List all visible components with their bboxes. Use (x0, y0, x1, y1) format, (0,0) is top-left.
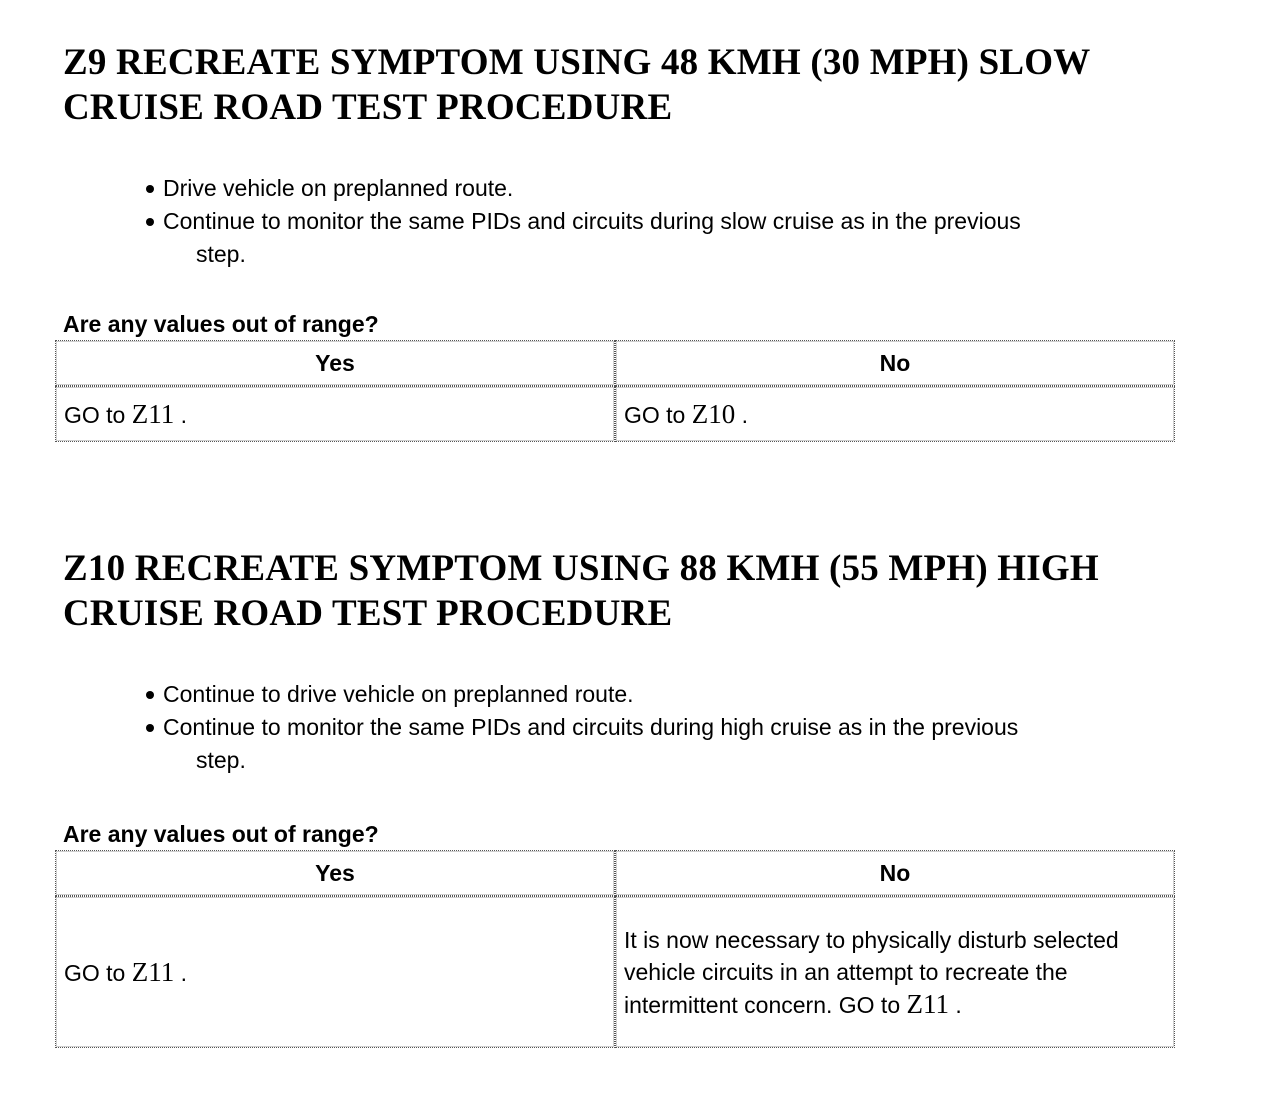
instruction-item (145, 678, 1205, 711)
instruction-item (145, 172, 1205, 205)
instruction-item (145, 711, 1205, 777)
yes-no-table (55, 850, 1175, 1048)
step-title-line-1: Z9 RECREATE SYMPTOM USING 48 KMH (30 MPH) SLOW (63, 42, 1091, 83)
step-title-line-2: CRUISE ROAD TEST PROCEDURE (63, 593, 673, 634)
step-z9 (63, 40, 1213, 429)
yes-header: Yes (55, 850, 615, 896)
no-cell (615, 386, 1175, 442)
no-step-link[interactable]: Z11 (906, 988, 950, 1019)
yes-no-table (55, 340, 1175, 442)
yes-cell (55, 896, 615, 1048)
yes-suffix: . (180, 401, 188, 428)
no-suffix: . (955, 991, 962, 1018)
table-row (55, 896, 1175, 1048)
no-suffix: . (741, 401, 749, 428)
question-label: Are any values out of range? (63, 311, 379, 337)
instruction-text-continued: step. (196, 241, 246, 267)
instruction-item (145, 205, 1205, 271)
yes-text: GO to (64, 959, 126, 986)
step-title-line-1: Z10 RECREATE SYMPTOM USING 88 KMH (55 MPH) HIGH (63, 548, 1099, 589)
yes-suffix: . (180, 959, 188, 986)
instruction-list (145, 678, 1205, 777)
instruction-text: Drive vehicle on preplanned route. (163, 175, 514, 201)
yes-step-link[interactable]: Z11 (131, 398, 175, 429)
instruction-text-continued: step. (196, 747, 246, 773)
yes-step-link[interactable]: Z11 (131, 956, 175, 987)
yes-cell (55, 386, 615, 442)
step-z10 (63, 546, 1213, 1019)
no-header: No (615, 340, 1175, 386)
table-header-row (55, 340, 1175, 386)
no-text: It is now necessary to physically disturb selected vehicle circuits in an attempt to recreate the intermittent concern. GO to (624, 926, 1119, 1018)
no-text: GO to (624, 401, 686, 428)
table-header-row (55, 850, 1175, 896)
yes-text: GO to (64, 401, 126, 428)
instruction-text: Continue to drive vehicle on preplanned route. (163, 681, 634, 707)
step-title (63, 546, 1213, 636)
step-title-line-2: CRUISE ROAD TEST PROCEDURE (63, 87, 673, 128)
no-step-link[interactable]: Z10 (691, 398, 736, 429)
question-label: Are any values out of range? (63, 821, 379, 847)
table-row (55, 386, 1175, 442)
no-cell (615, 896, 1175, 1048)
instruction-text: Continue to monitor the same PIDs and circuits during slow cruise as in the previous (163, 208, 1021, 234)
no-header: No (615, 850, 1175, 896)
yes-header: Yes (55, 340, 615, 386)
instruction-list (145, 172, 1205, 271)
instruction-text: Continue to monitor the same PIDs and circuits during high cruise as in the previous (163, 714, 1019, 740)
step-title (63, 40, 1213, 130)
